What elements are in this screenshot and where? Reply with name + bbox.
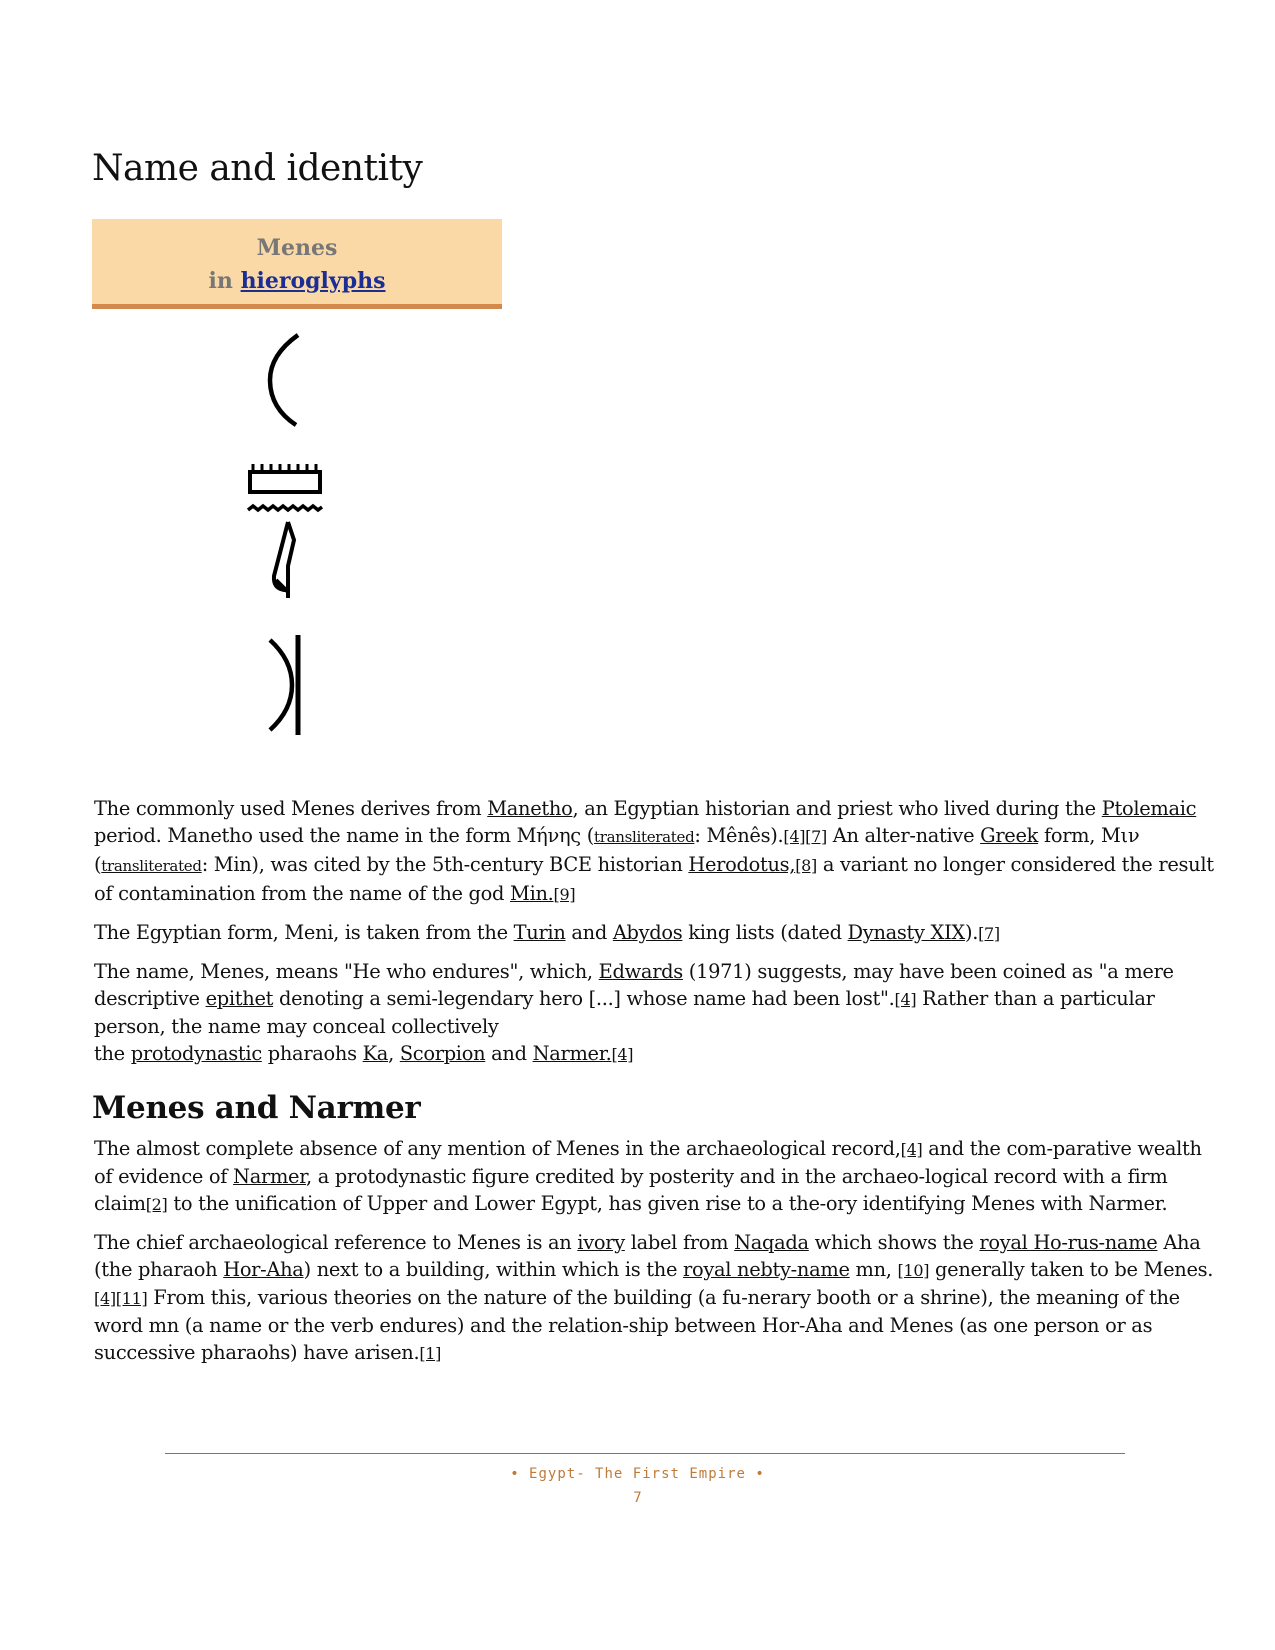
herodotus-link[interactable]: Herodotus, <box>688 853 796 876</box>
paragraph-manetho <box>94 795 1214 908</box>
text: The name, Menes, means "He who endures", which, <box>94 960 599 983</box>
cartouche-open-icon <box>270 335 298 425</box>
text: generally taken to be Menes. <box>929 1258 1214 1281</box>
text: , an Egyptian historian and priest who lived during the <box>572 797 1102 820</box>
text: pharaohs <box>261 1042 363 1065</box>
turin-link[interactable]: Turin <box>513 921 566 944</box>
text: : Mênês). <box>694 824 784 847</box>
text: the <box>94 1042 131 1065</box>
text: mn, <box>849 1258 898 1281</box>
text: king lists (dated <box>682 921 848 944</box>
text: From this, various theories on the nature of the building (a fu-nerary booth or a shrine), the meaning of the word mn (a name or the verb endures) and the relation-ship between Hor-Aha and Menes (as one person or as successive pharaohs) have arisen. <box>94 1286 1180 1364</box>
hieroglyph-infobox <box>92 219 502 309</box>
hieroglyph-cartouche <box>240 330 360 770</box>
menes-narmer-body <box>94 1135 1214 1378</box>
text: and the com-parative wealth of evidence of <box>94 1137 1202 1188</box>
page-number: 7 <box>633 1490 642 1506</box>
reed-i-glyph-icon <box>274 522 294 598</box>
footer-divider <box>165 1453 1125 1454</box>
protodynastic-link[interactable]: protodynastic <box>130 1042 262 1065</box>
reference-link[interactable]: [10] <box>897 1261 930 1280</box>
infobox-title: Menes <box>256 235 338 261</box>
ivory-link[interactable]: ivory <box>577 1231 625 1254</box>
text: a variant no longer considered the result of contamination from the name of the god <box>94 853 1214 905</box>
narmer-link[interactable]: Narmer <box>233 1165 307 1188</box>
text: : Min), was cited by the 5th-century BCE historian <box>201 853 689 876</box>
text: The almost complete absence of any mention of Menes in the archaeological record, <box>94 1137 901 1160</box>
ka-link[interactable]: Ka <box>362 1042 389 1065</box>
abydos-link[interactable]: Abydos <box>612 921 683 944</box>
text: which shows the <box>808 1231 980 1254</box>
manetho-link[interactable]: Manetho <box>487 797 573 820</box>
name-identity-body <box>94 795 1214 1079</box>
epithet-link[interactable]: epithet <box>205 987 274 1010</box>
reference-link[interactable]: [4][11] <box>94 1289 148 1308</box>
naqada-link[interactable]: Naqada <box>734 1231 809 1254</box>
text: Rather than a particular person, the name may conceal collectively <box>94 987 1155 1038</box>
text: and <box>485 1042 533 1065</box>
paragraph-name-meaning <box>94 958 1214 1068</box>
text: , <box>388 1042 400 1065</box>
infobox-in-label: in <box>208 268 233 294</box>
ptolemaic-link[interactable]: Ptolemaic <box>1101 797 1197 820</box>
dynasty-xix-link[interactable]: Dynasty XIX <box>847 921 965 944</box>
reference-link[interactable]: [8] <box>795 856 817 875</box>
paragraph-absence <box>94 1135 1214 1218</box>
text: ) next to a building, within which is the <box>303 1258 684 1281</box>
text: The chief archaeological reference to Menes is an <box>94 1231 578 1254</box>
text: to the unification of Upper and Lower Egypt, has given rise to a the-ory identifying Menes with Narmer. <box>167 1192 1168 1215</box>
reference-link[interactable]: [7] <box>978 924 1000 943</box>
text: label from <box>624 1231 735 1254</box>
hor-aha-link[interactable]: Hor-Aha <box>223 1258 304 1281</box>
reference-link[interactable]: [4][7] <box>783 827 827 846</box>
text: form, Μιν ( <box>94 824 1140 876</box>
text: The Egyptian form, Meni, is taken from the <box>94 921 514 944</box>
text: The commonly used Menes derives from <box>94 797 488 820</box>
greek-link[interactable]: Greek <box>980 824 1039 847</box>
water-n-glyph-icon <box>248 506 322 510</box>
paragraph-egyptian-form <box>94 919 1214 947</box>
text: and <box>565 921 613 944</box>
reference-link[interactable]: [2] <box>145 1195 168 1214</box>
royal-horus-name-link[interactable]: royal Ho-rus-name <box>979 1231 1158 1254</box>
text: ). <box>964 921 979 944</box>
text: , a protodynastic figure credited by posterity and in the archaeo-logical record with a firm claim <box>94 1165 1168 1215</box>
paragraph-ivory-label <box>94 1229 1214 1367</box>
mn-board-glyph-icon <box>250 464 320 492</box>
scorpion-link[interactable]: Scorpion <box>399 1042 486 1065</box>
reference-link[interactable]: [1] <box>419 1344 442 1363</box>
section-heading: Name and identity <box>92 148 423 189</box>
edwards-link[interactable]: Edwards <box>598 960 683 983</box>
hieroglyphs-link[interactable]: hieroglyphs <box>240 268 386 294</box>
text: denoting a semi-legendary hero [...] whose name had been lost". <box>273 987 895 1010</box>
reference-link[interactable]: [4] <box>900 1140 923 1159</box>
footer-title: • Egypt- The First Empire • <box>510 1466 765 1482</box>
cartouche-close-icon <box>270 635 298 735</box>
text: Aha (the pharaoh <box>94 1231 1201 1281</box>
reference-link[interactable]: [9] <box>553 885 576 904</box>
transliterated-link[interactable]: transliterated <box>593 828 695 846</box>
reference-link[interactable]: [4] <box>894 990 917 1009</box>
text: period. Manetho used the name in the form Μήνης ( <box>94 824 594 847</box>
subsection-heading: Menes and Narmer <box>92 1090 421 1126</box>
text: An alter-native <box>826 824 981 847</box>
transliterated-link[interactable]: transliterated <box>101 857 202 875</box>
min-link[interactable]: Min. <box>510 882 554 905</box>
narmer-link[interactable]: Narmer. <box>532 1042 612 1065</box>
text: (1971) suggests, may have been coined as "a mere descriptive <box>94 960 1174 1010</box>
reference-link[interactable]: [4] <box>611 1045 634 1064</box>
royal-nebty-name-link[interactable]: royal nebty-name <box>683 1258 850 1281</box>
